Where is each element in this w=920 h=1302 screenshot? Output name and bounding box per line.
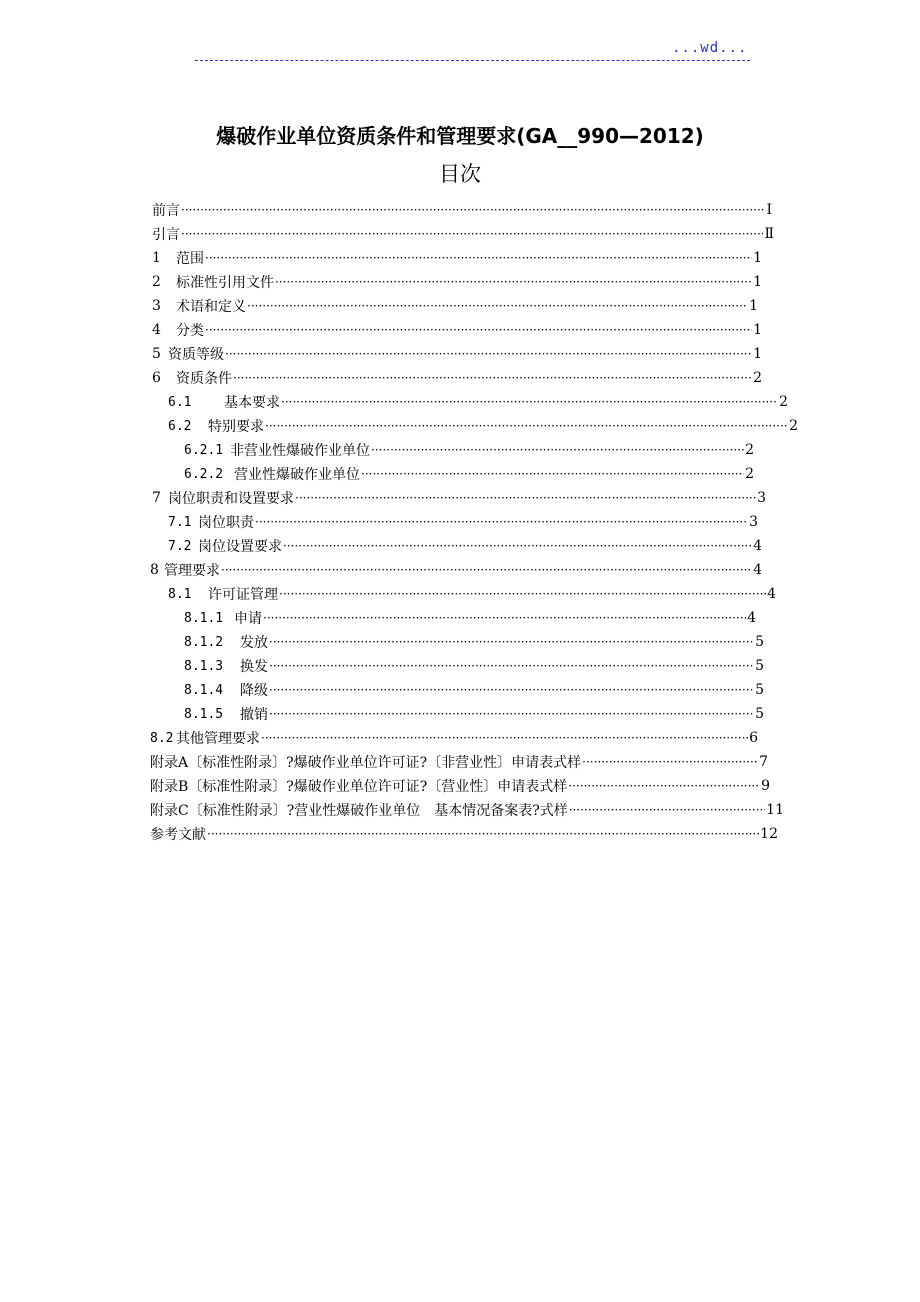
toc-entry-page: 5 xyxy=(755,682,764,698)
toc-entry-number: 6.1 xyxy=(168,394,192,410)
toc-entry-page: 1 xyxy=(753,322,762,338)
toc-entry-6-2-1[interactable] xyxy=(184,438,754,462)
toc-entry-page: 3 xyxy=(757,490,766,506)
toc-entry-6[interactable] xyxy=(152,366,762,390)
toc-entry-number: 5 xyxy=(152,346,161,362)
toc-entry-7-2[interactable] xyxy=(168,534,762,558)
toc-leader xyxy=(205,318,752,342)
toc-leader xyxy=(255,510,748,534)
toc-entry-label: 范围 xyxy=(176,251,204,267)
toc-entry-6-1[interactable] xyxy=(168,390,788,414)
toc-leader xyxy=(269,630,754,654)
toc-entry-number: 6.2 xyxy=(168,418,192,434)
toc-entry-7[interactable] xyxy=(152,486,766,510)
toc-entry-page: 7 xyxy=(759,754,768,770)
toc-entry-8-1-4[interactable] xyxy=(184,678,764,702)
toc-entry-page: 9 xyxy=(761,778,770,794)
toc-entry-label: 附录B〔标准性附录〕?爆破作业单位许可证?〔营业性〕申请表式样 xyxy=(150,779,568,795)
toc-entry-references[interactable] xyxy=(150,822,778,846)
toc-heading: 目次 xyxy=(439,162,481,186)
toc-entry-7-1[interactable] xyxy=(168,510,758,534)
toc-entry-label: 前言 xyxy=(152,203,180,219)
toc-entry-5[interactable] xyxy=(152,342,762,366)
toc-entry-page: 2 xyxy=(779,394,788,410)
toc-entry-page: 11 xyxy=(766,802,784,818)
toc-entry-8-1-3[interactable] xyxy=(184,654,764,678)
toc-entry-label: 申请 xyxy=(234,611,262,627)
toc-entry-page: 2 xyxy=(753,370,762,386)
toc-leader xyxy=(569,798,765,822)
toc-entry-label: 降级 xyxy=(240,683,268,699)
toc-entry-number: 7.1 xyxy=(168,514,192,530)
toc-entry-page: 1 xyxy=(749,298,758,314)
toc-entry-annex-a[interactable] xyxy=(150,750,768,774)
toc-leader xyxy=(281,390,778,414)
toc-leader xyxy=(205,246,752,270)
toc-leader xyxy=(269,678,754,702)
toc-entry-page: Ⅱ xyxy=(764,226,774,242)
toc-leader xyxy=(269,702,754,726)
toc-entry-foreword[interactable] xyxy=(152,198,772,222)
toc-entry-2[interactable] xyxy=(152,270,762,294)
toc-leader xyxy=(295,486,756,510)
toc-entry-label: 其他管理要求 xyxy=(176,731,260,747)
toc-entry-page: 12 xyxy=(760,826,778,842)
toc-entry-introduction[interactable] xyxy=(152,222,774,246)
toc-entry-page: 1 xyxy=(753,346,762,362)
toc-entry-label: 参考文献 xyxy=(150,827,206,843)
toc-entry-label: 岗位职责 xyxy=(198,515,254,531)
toc-entry-page: Ⅰ xyxy=(766,202,772,218)
toc-leader xyxy=(181,222,763,246)
toc-entry-label: 术语和定义 xyxy=(176,299,246,315)
toc-entry-8-1[interactable] xyxy=(168,582,776,606)
toc-entry-8[interactable] xyxy=(150,558,762,582)
toc-leader xyxy=(275,270,752,294)
toc-entry-annex-c[interactable] xyxy=(150,798,784,822)
toc-entry-6-2[interactable] xyxy=(168,414,798,438)
toc-leader xyxy=(265,414,788,438)
document-title: 爆破作业单位资质条件和管理要求(GA__990—2012) xyxy=(216,124,704,148)
toc-entry-label: 岗位设置要求 xyxy=(198,539,282,555)
toc-leader xyxy=(181,198,765,222)
toc-entry-page: 5 xyxy=(755,634,764,650)
toc-entry-label: 岗位职责和设置要求 xyxy=(168,491,294,507)
toc-entry-number: 6 xyxy=(152,370,161,386)
toc-entry-number: 4 xyxy=(152,322,161,338)
toc-leader xyxy=(207,822,759,846)
toc-entry-number: 8.2 xyxy=(150,730,174,746)
toc-entry-page: 4 xyxy=(767,586,776,602)
toc-leader xyxy=(371,438,744,462)
toc-leader xyxy=(247,294,748,318)
toc-entry-label: 非营业性爆破作业单位 xyxy=(230,443,370,459)
toc-entry-page: 2 xyxy=(789,418,798,434)
toc-entry-label: 管理要求 xyxy=(164,563,220,579)
toc-entry-number: 2 xyxy=(152,274,161,290)
toc-entry-8-1-5[interactable] xyxy=(184,702,764,726)
toc-entry-number: 8.1.3 xyxy=(184,658,224,674)
header-rule xyxy=(195,60,750,61)
toc-entry-1[interactable] xyxy=(152,246,762,270)
toc-entry-number: 1 xyxy=(152,250,161,266)
toc-leader xyxy=(261,726,748,750)
toc-entry-page: 5 xyxy=(755,658,764,674)
toc-entry-number: 8.1.2 xyxy=(184,634,224,650)
toc-entry-8-1-1[interactable] xyxy=(184,606,756,630)
toc-leader xyxy=(279,582,766,606)
toc-entry-number: 7.2 xyxy=(168,538,192,554)
toc-entry-label: 换发 xyxy=(240,659,268,675)
toc-entry-page: 1 xyxy=(753,250,762,266)
toc-entry-number: 7 xyxy=(152,490,161,506)
toc-entry-number: 6.2.1 xyxy=(184,442,224,458)
toc-entry-label: 许可证管理 xyxy=(208,587,278,603)
toc-leader xyxy=(263,606,746,630)
toc-entry-label: 基本要求 xyxy=(224,395,280,411)
toc-entry-page: 1 xyxy=(753,274,762,290)
toc-entry-label: 营业性爆破作业单位 xyxy=(234,467,360,483)
toc-entry-8-1-2[interactable] xyxy=(184,630,764,654)
toc-entry-number: 6.2.2 xyxy=(184,466,224,482)
toc-entry-label: 分类 xyxy=(176,323,204,339)
toc-entry-number: 8.1.1 xyxy=(184,610,224,626)
toc-entry-number: 8 xyxy=(150,562,159,578)
toc-leader xyxy=(582,750,758,774)
toc-entry-page: 5 xyxy=(755,706,764,722)
toc-entry-8-2[interactable] xyxy=(150,726,758,750)
toc-leader xyxy=(361,462,744,486)
toc-entry-label: 资质条件 xyxy=(176,371,232,387)
toc-entry-number: 8.1.5 xyxy=(184,706,224,722)
toc-entry-3[interactable] xyxy=(152,294,758,318)
toc-entry-number: 3 xyxy=(152,298,161,314)
toc-entry-page: 4 xyxy=(747,610,756,626)
toc-leader xyxy=(233,366,752,390)
toc-entry-label: 附录C〔标准性附录〕?营业性爆破作业单位 基本情况备案表?式样 xyxy=(150,803,568,819)
toc-entry-page: 6 xyxy=(749,730,758,746)
toc-entry-number: 8.1.4 xyxy=(184,682,224,698)
toc-entry-label: 资质等级 xyxy=(168,347,224,363)
toc-leader xyxy=(221,558,752,582)
toc-entry-6-2-2[interactable] xyxy=(184,462,754,486)
toc-leader xyxy=(283,534,752,558)
toc-entry-label: 撤销 xyxy=(240,707,268,723)
toc-entry-page: 4 xyxy=(753,562,762,578)
toc-entry-4[interactable] xyxy=(152,318,762,342)
toc-entry-page: 4 xyxy=(753,538,762,554)
toc-entry-label: 发放 xyxy=(240,635,268,651)
toc-leader xyxy=(568,774,760,798)
toc-entry-annex-b[interactable] xyxy=(150,774,770,798)
toc-entry-label: 标准性引用文件 xyxy=(176,275,274,291)
toc-leader xyxy=(225,342,752,366)
toc-entry-number: 8.1 xyxy=(168,586,192,602)
toc-entry-label: 引言 xyxy=(152,227,180,243)
toc-entry-label: 附录A〔标准性附录〕?爆破作业单位许可证?〔非营业性〕申请表式样 xyxy=(150,755,582,771)
toc-entry-page: 2 xyxy=(745,466,754,482)
toc-leader xyxy=(269,654,754,678)
toc-entry-page: 3 xyxy=(749,514,758,530)
toc-entry-label: 特别要求 xyxy=(208,419,264,435)
header-mark: ...wd... xyxy=(672,40,748,56)
toc-entry-page: 2 xyxy=(745,442,754,458)
